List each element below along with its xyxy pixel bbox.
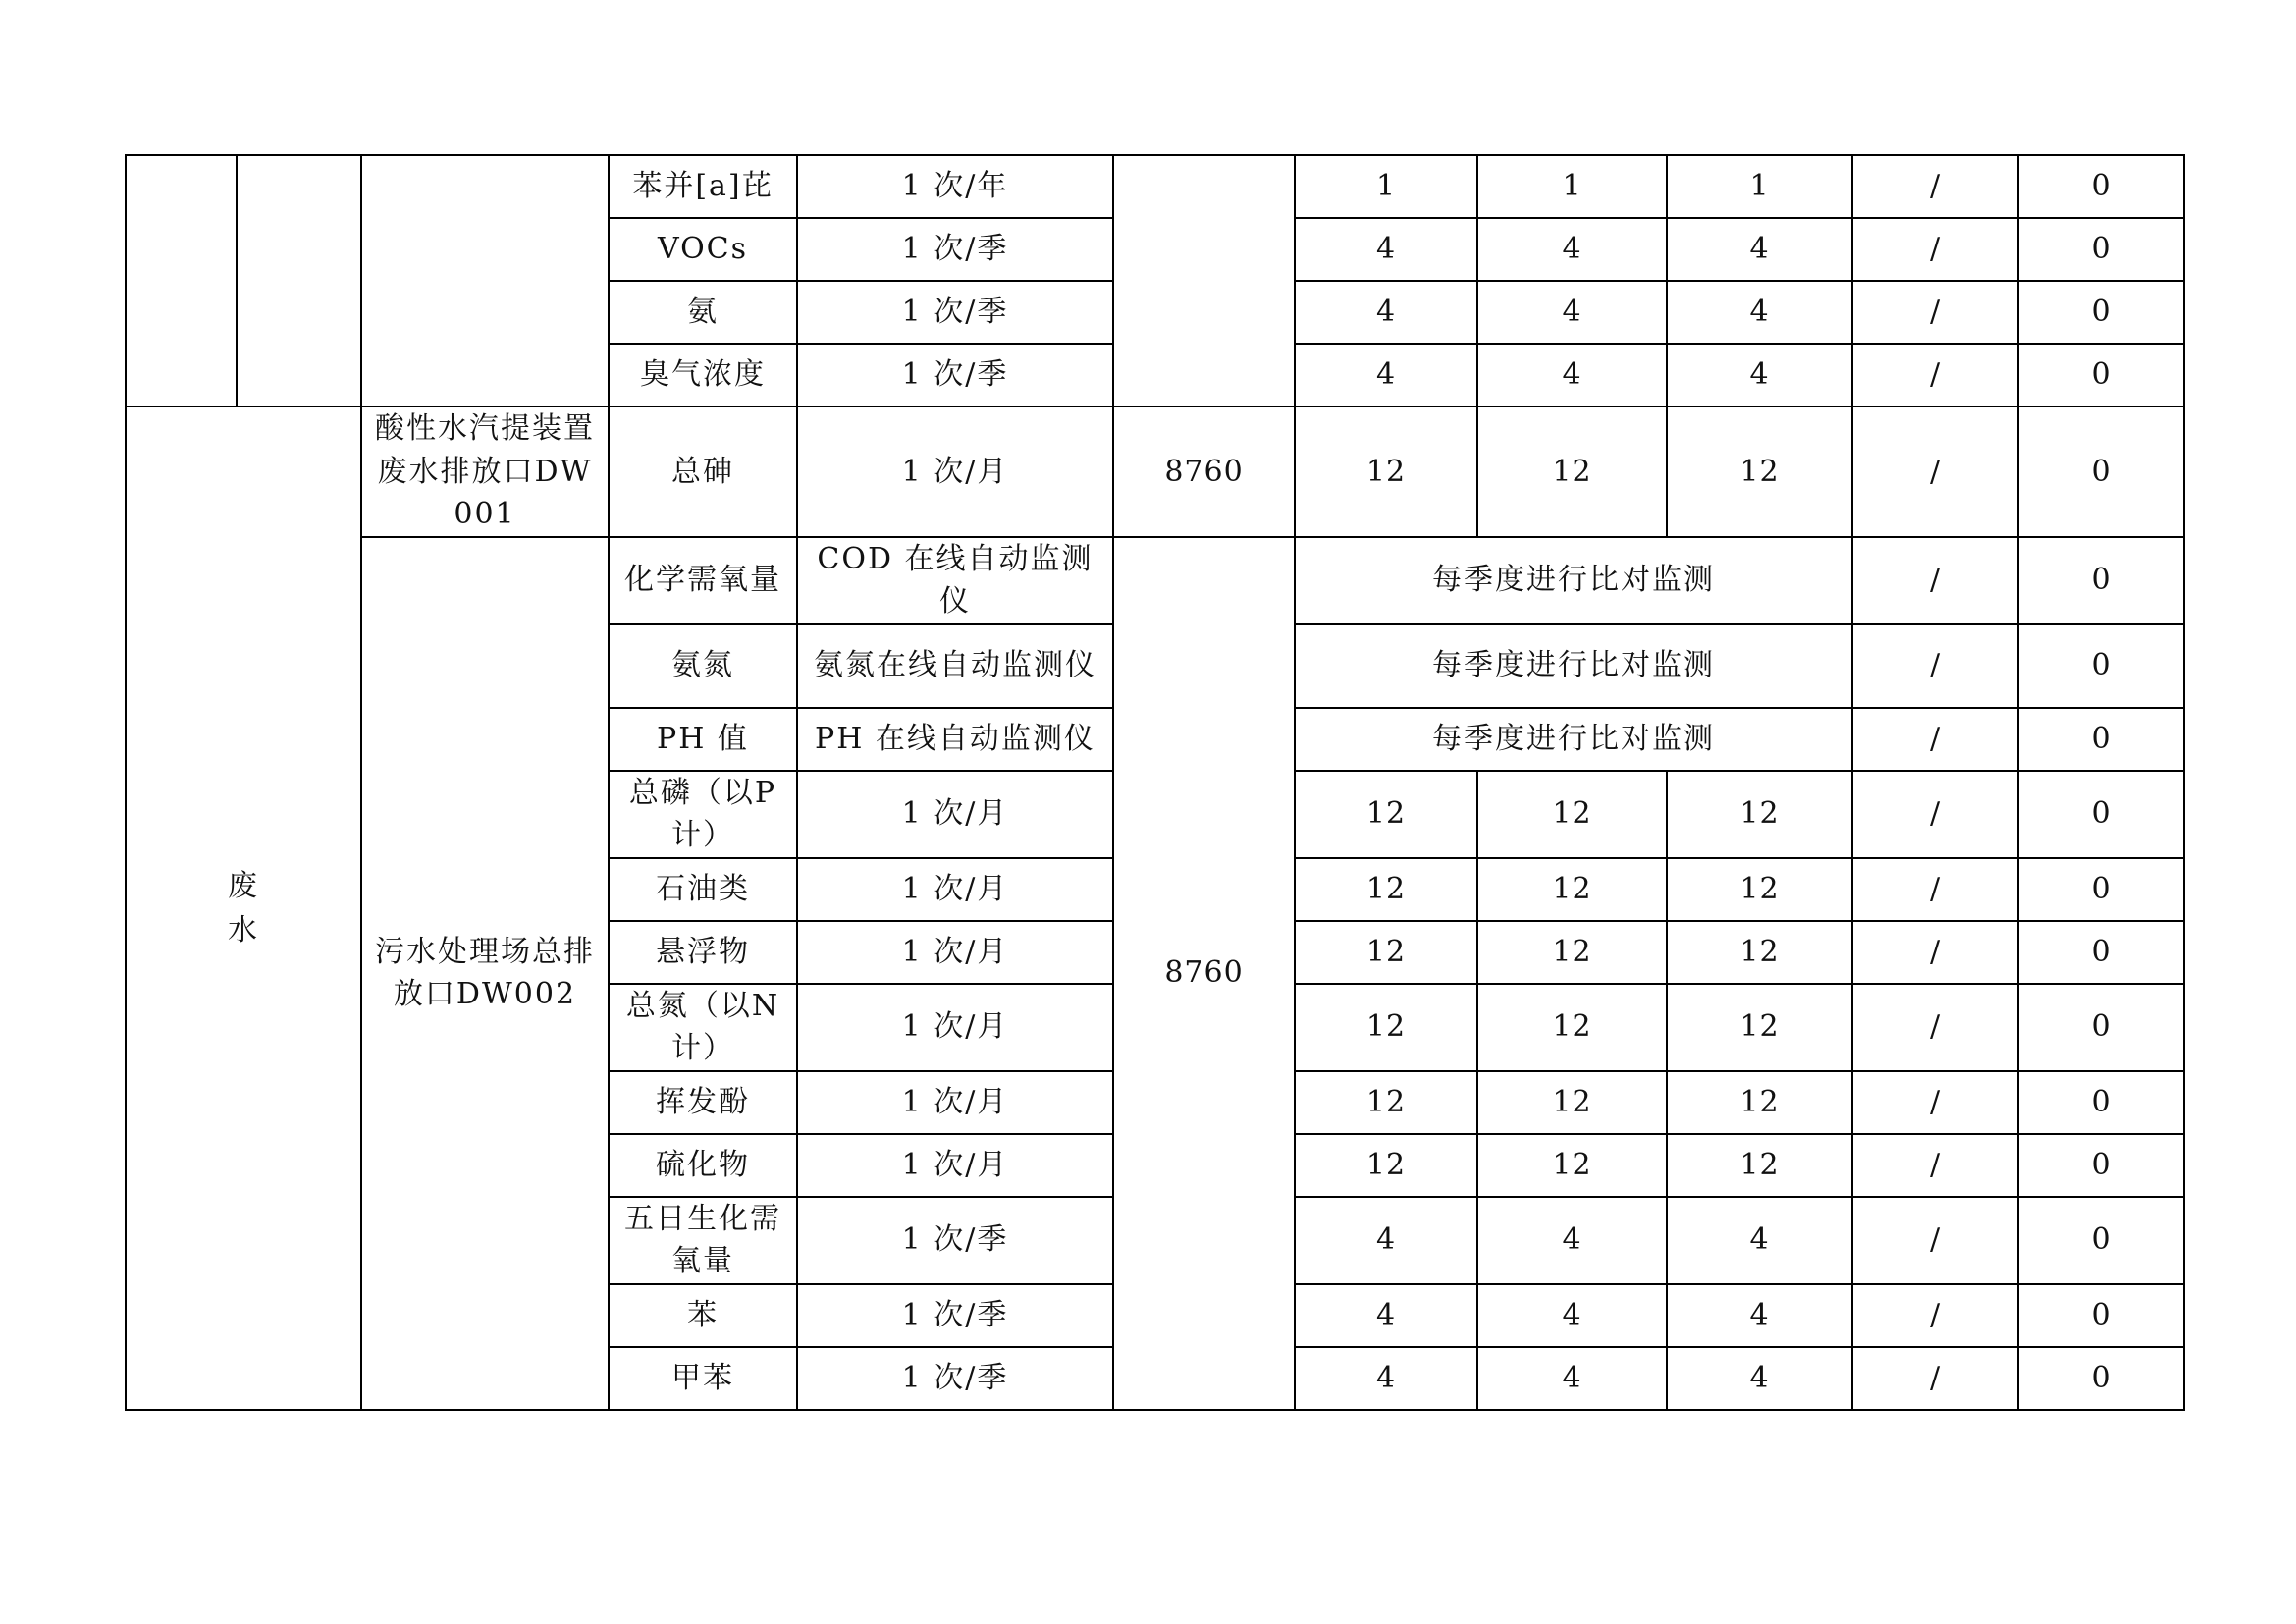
note-cell: 每季度进行比对监测 <box>1295 537 1852 624</box>
value-cell: 12 <box>1295 984 1477 1071</box>
freq-cell: 1 次/季 <box>797 281 1113 344</box>
value-cell: 1 <box>1477 155 1667 218</box>
value-cell: 12 <box>1477 1071 1667 1134</box>
item-cell: 总磷（以P计） <box>609 771 797 858</box>
freq-cell: PH 在线自动监测仪 <box>797 708 1113 771</box>
item-cell: 苯 <box>609 1284 797 1347</box>
monitoring-table <box>125 154 2185 1411</box>
value-cell: 4 <box>1667 281 1852 344</box>
value-cell: / <box>1852 1134 2018 1197</box>
blank-cell <box>237 155 361 406</box>
item-cell: 总氮（以N计） <box>609 984 797 1071</box>
item-cell: 氨氮 <box>609 624 797 708</box>
value-cell: 0 <box>2018 1134 2184 1197</box>
value-cell: 0 <box>2018 155 2184 218</box>
value-cell: 12 <box>1667 858 1852 921</box>
note-cell: 每季度进行比对监测 <box>1295 708 1852 771</box>
value-cell: 12 <box>1295 1134 1477 1197</box>
freq-cell: 1 次/季 <box>797 344 1113 406</box>
value-cell: 0 <box>2018 708 2184 771</box>
value-cell: 4 <box>1477 281 1667 344</box>
value-cell: 4 <box>1667 1197 1852 1284</box>
value-cell: 0 <box>2018 218 2184 281</box>
value-cell: 12 <box>1667 1134 1852 1197</box>
hours-cell: 8760 <box>1113 406 1295 537</box>
value-cell: 12 <box>1667 1071 1852 1134</box>
value-cell: 12 <box>1667 406 1852 537</box>
value-cell: 12 <box>1295 1071 1477 1134</box>
value-cell: 4 <box>1295 1197 1477 1284</box>
value-cell: / <box>1852 218 2018 281</box>
item-cell: 石油类 <box>609 858 797 921</box>
value-cell: 12 <box>1477 771 1667 858</box>
freq-cell: 1 次/季 <box>797 1284 1113 1347</box>
value-cell: 12 <box>1477 921 1667 984</box>
value-cell: 4 <box>1667 1347 1852 1410</box>
value-cell: 4 <box>1477 344 1667 406</box>
freq-cell: 1 次/月 <box>797 984 1113 1071</box>
table-row <box>126 406 2184 537</box>
blank-cell <box>126 155 237 406</box>
item-cell: 化学需氧量 <box>609 537 797 624</box>
freq-cell: 1 次/月 <box>797 1134 1113 1197</box>
blank-cell <box>1113 155 1295 406</box>
value-cell: 0 <box>2018 921 2184 984</box>
value-cell: 0 <box>2018 406 2184 537</box>
value-cell: / <box>1852 984 2018 1071</box>
item-cell: 总砷 <box>609 406 797 537</box>
value-cell: 1 <box>1667 155 1852 218</box>
freq-cell: 1 次/季 <box>797 1347 1113 1410</box>
value-cell: / <box>1852 1284 2018 1347</box>
freq-cell: 1 次/月 <box>797 771 1113 858</box>
value-cell: / <box>1852 771 2018 858</box>
value-cell: 1 <box>1295 155 1477 218</box>
value-cell: 4 <box>1477 1284 1667 1347</box>
value-cell: / <box>1852 537 2018 624</box>
value-cell: 0 <box>2018 344 2184 406</box>
value-cell: 4 <box>1295 281 1477 344</box>
value-cell: / <box>1852 1197 2018 1284</box>
freq-cell: 1 次/季 <box>797 218 1113 281</box>
item-cell: VOCs <box>609 218 797 281</box>
value-cell: / <box>1852 858 2018 921</box>
blank-cell <box>361 155 609 406</box>
value-cell: 0 <box>2018 771 2184 858</box>
value-cell: 4 <box>1295 344 1477 406</box>
item-cell: 硫化物 <box>609 1134 797 1197</box>
value-cell: 4 <box>1667 1284 1852 1347</box>
item-cell: 挥发酚 <box>609 1071 797 1134</box>
freq-cell: 氨氮在线自动监测仪 <box>797 624 1113 708</box>
table-row <box>126 537 2184 624</box>
value-cell: / <box>1852 624 2018 708</box>
item-cell: 甲苯 <box>609 1347 797 1410</box>
value-cell: 12 <box>1667 771 1852 858</box>
value-cell: 12 <box>1477 858 1667 921</box>
value-cell: / <box>1852 921 2018 984</box>
value-cell: / <box>1852 406 2018 537</box>
value-cell: / <box>1852 1071 2018 1134</box>
category-cell <box>126 406 361 1410</box>
value-cell: 12 <box>1667 921 1852 984</box>
value-cell: 0 <box>2018 1197 2184 1284</box>
value-cell: 4 <box>1667 218 1852 281</box>
value-cell: 0 <box>2018 1071 2184 1134</box>
value-cell: / <box>1852 344 2018 406</box>
freq-cell: 1 次/月 <box>797 921 1113 984</box>
hours-cell: 8760 <box>1113 537 1295 1410</box>
freq-cell: 1 次/月 <box>797 858 1113 921</box>
value-cell: 12 <box>1477 406 1667 537</box>
value-cell: 0 <box>2018 858 2184 921</box>
value-cell: / <box>1852 155 2018 218</box>
value-cell: 4 <box>1667 344 1852 406</box>
freq-cell: COD 在线自动监测仪 <box>797 537 1113 624</box>
outlet-name-cell: 污水处理场总排放口DW002 <box>361 537 609 1410</box>
value-cell: 0 <box>2018 281 2184 344</box>
value-cell: 4 <box>1295 1284 1477 1347</box>
item-cell: 悬浮物 <box>609 921 797 984</box>
value-cell: 0 <box>2018 1347 2184 1410</box>
value-cell: 0 <box>2018 1284 2184 1347</box>
value-cell: / <box>1852 708 2018 771</box>
category-label: 废水 <box>228 868 259 947</box>
value-cell: 4 <box>1295 1347 1477 1410</box>
item-cell: 氨 <box>609 281 797 344</box>
note-cell: 每季度进行比对监测 <box>1295 624 1852 708</box>
freq-cell: 1 次/年 <box>797 155 1113 218</box>
value-cell: 4 <box>1477 218 1667 281</box>
value-cell: 12 <box>1295 771 1477 858</box>
value-cell: 12 <box>1477 984 1667 1071</box>
value-cell: 0 <box>2018 984 2184 1071</box>
value-cell: 4 <box>1295 218 1477 281</box>
value-cell: 12 <box>1477 1134 1667 1197</box>
item-cell: 苯并[a]芘 <box>609 155 797 218</box>
item-cell: 臭气浓度 <box>609 344 797 406</box>
value-cell: 0 <box>2018 537 2184 624</box>
value-cell: 12 <box>1667 984 1852 1071</box>
freq-cell: 1 次/月 <box>797 406 1113 537</box>
value-cell: 12 <box>1295 406 1477 537</box>
value-cell: 12 <box>1295 858 1477 921</box>
item-cell: 五日生化需氧量 <box>609 1197 797 1284</box>
table-row <box>126 155 2184 218</box>
freq-cell: 1 次/月 <box>797 1071 1113 1134</box>
value-cell: 4 <box>1477 1197 1667 1284</box>
outlet-name-cell: 酸性水汽提装置废水排放口DW001 <box>361 406 609 537</box>
freq-cell: 1 次/季 <box>797 1197 1113 1284</box>
value-cell: / <box>1852 1347 2018 1410</box>
value-cell: 4 <box>1477 1347 1667 1410</box>
value-cell: 12 <box>1295 921 1477 984</box>
value-cell: / <box>1852 281 2018 344</box>
value-cell: 0 <box>2018 624 2184 708</box>
item-cell: PH 值 <box>609 708 797 771</box>
